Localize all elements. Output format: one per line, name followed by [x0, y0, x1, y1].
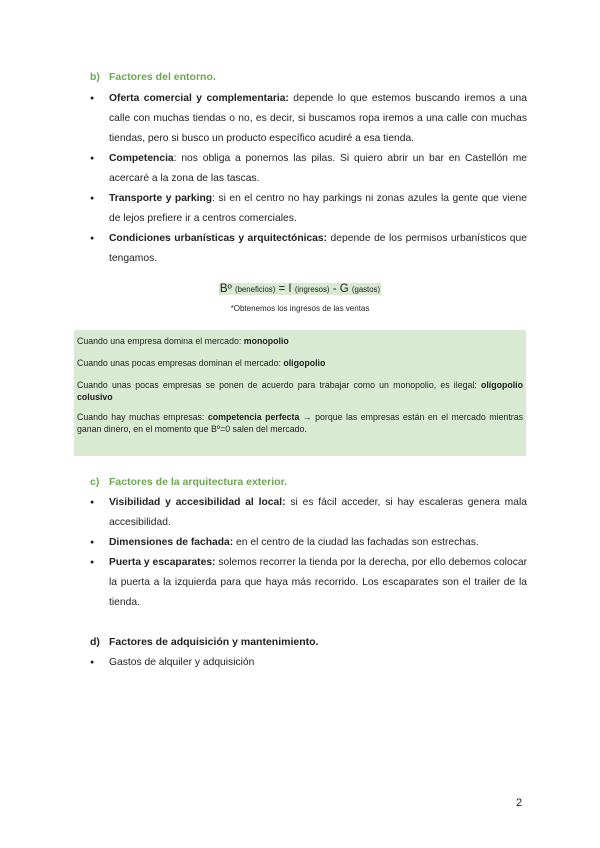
market-structures-box: [74, 330, 526, 456]
list-item: ● Competencia: nos obliga a ponernos las pilas. Si quiero abrir un bar en Castellón me acercaré a la zona de las tascas.: [90, 149, 527, 189]
section-b-heading: b) Factores del entorno.: [90, 71, 216, 83]
list-item: ● Oferta comercial y complementaria: depende lo que estemos buscando iremos a una calle con muchas tiendas o no, es decir, si buscamos ropa iremos a una calle con muchas tiendas, pero si busco un producto específico acudiré a esa tienda.: [90, 89, 527, 149]
market-line-oligopolio: Cuando unas pocas empresas dominan el mercado: oligopolio: [77, 358, 326, 368]
list-item: ● Dimensiones de fachada: en el centro de la ciudad las fachadas son estrechas.: [90, 533, 527, 553]
section-c-list: [90, 493, 527, 613]
formula-note: *Obtenemos los ingresos de las ventas: [230, 304, 370, 313]
section-d-heading: d) Factores de adquisición y mantenimiento.: [90, 636, 319, 648]
list-item: ● Condiciones urbanísticas y arquitectónicas: depende de los permisos urbanísticos que tengamos.: [90, 229, 527, 269]
list-item: ● Gastos de alquiler y adquisición: [90, 653, 527, 673]
page-number: 2: [516, 797, 523, 809]
section-b-list: [90, 89, 527, 269]
section-d-list: [90, 653, 527, 673]
market-line-monopolio: Cuando una empresa domina el mercado: monopolio: [77, 336, 289, 346]
market-line-oligopolio-colusivo: Cuando unas pocas empresas se ponen de acuerdo para trabajar como un monopolio, es ilegal: oligopolio colusivo: [77, 380, 523, 402]
market-line-competencia-perfecta: Cuando hay muchas empresas: competencia perfecta → porque las empresas están en el mercado mientras ganan dinero, en el momento que Bº=0 salen del mercado.: [77, 412, 523, 434]
list-item: ● Transporte y parking: si en el centro no hay parkings ni zonas azules la gente que viene de lejos prefiere ir a centros comerciales.: [90, 189, 527, 229]
profit-formula: Bº (beneficios) = I (ingresos) - G (gastos): [219, 283, 381, 295]
list-item: ● Puerta y escaparates: solemos recorrer la tienda por la derecha, por ello debemos colocar la puerta a la izquierda para que haya más recorrido. Los escaparates son el trailer de la tienda.: [90, 553, 527, 613]
list-item: ● Visibilidad y accesibilidad al local: si es fácil acceder, si hay escaleras genera mala accesibilidad.: [90, 493, 527, 533]
section-c-heading: c) Factores de la arquitectura exterior.: [90, 476, 287, 488]
